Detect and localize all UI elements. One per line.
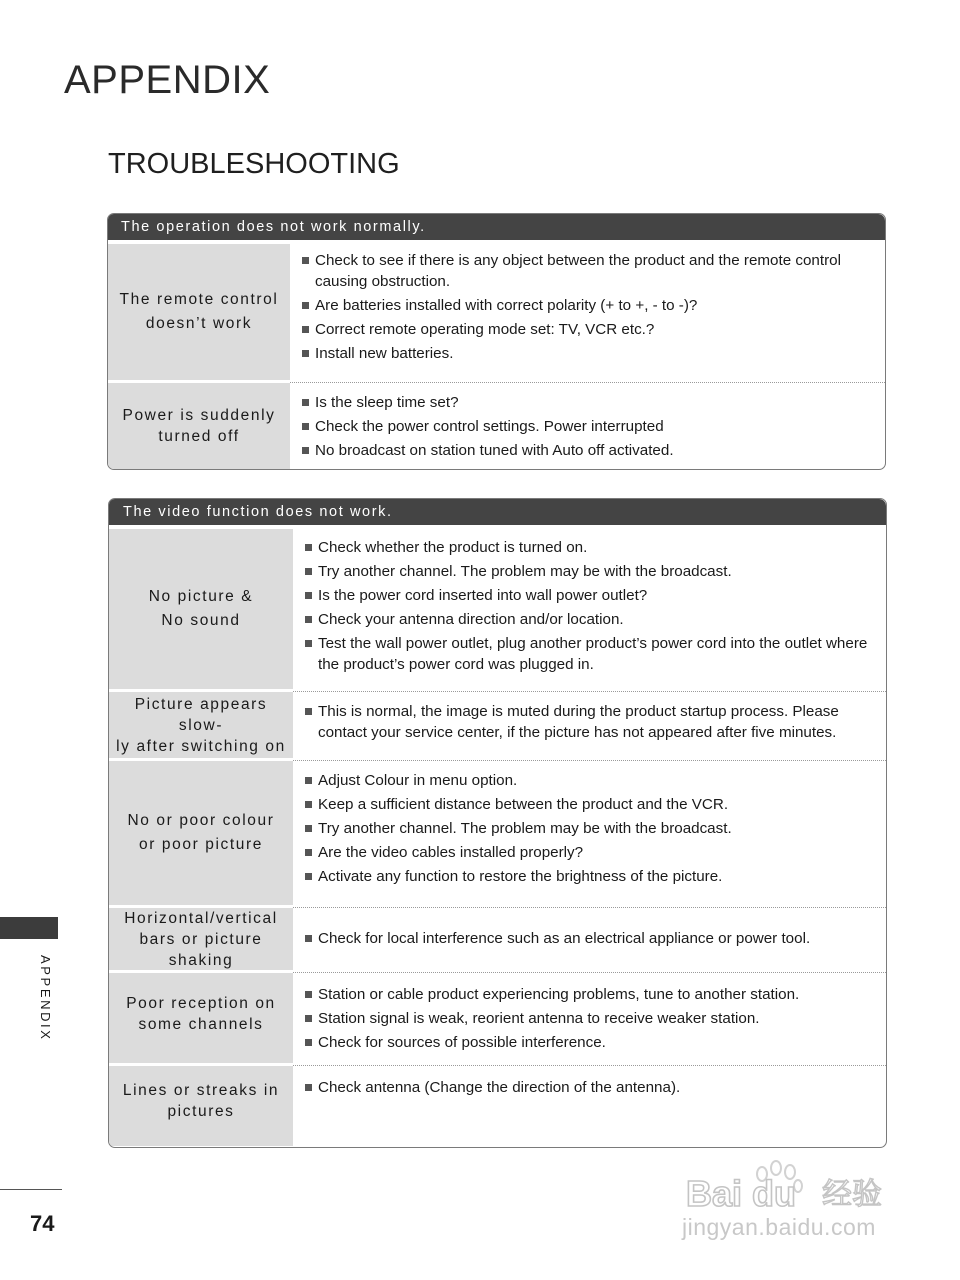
- list-item: Check for sources of possible interference.: [305, 1032, 878, 1053]
- list-item: Check your antenna direction and/or location.: [305, 609, 878, 630]
- list-item: No broadcast on station tuned with Auto off activated.: [302, 440, 877, 461]
- row-label-line: The remote control: [119, 291, 279, 308]
- row-content: [293, 972, 886, 1063]
- bullet-square-icon: [305, 708, 312, 715]
- row-label-line: pictures: [167, 1103, 235, 1120]
- appendix-side-tab: [0, 917, 58, 939]
- lines-streaks-row: [109, 1063, 886, 1146]
- row-label: [109, 692, 293, 758]
- bullet-square-icon: [302, 350, 309, 357]
- list-item: This is normal, the image is muted during the product startup process. Please contact your service center, if the picture has not appeared after five minutes.: [305, 701, 878, 743]
- row-label: [108, 244, 290, 380]
- operation-box-header: The operation does not work normally.: [108, 214, 885, 240]
- bullet-square-icon: [302, 326, 309, 333]
- slow-picture-row: [109, 689, 886, 758]
- appendix-title: APPENDIX: [64, 58, 271, 102]
- list-item: Test the wall power outlet, plug another product’s power cord into the outlet where the product’s power cord was plugged in.: [305, 633, 878, 675]
- bullet-square-icon: [305, 568, 312, 575]
- row-label-line: No picture &: [148, 588, 254, 605]
- appendix-side-label: APPENDIX: [38, 955, 53, 1042]
- bullet-square-icon: [305, 640, 312, 647]
- row-label: [109, 973, 293, 1063]
- list-item: Try another channel. The problem may be with the broadcast.: [305, 818, 878, 839]
- row-content: [293, 691, 886, 758]
- row-label: [109, 761, 293, 905]
- bullet-square-icon: [305, 801, 312, 808]
- video-troubleshooting-box: [108, 498, 887, 1148]
- row-label-line: No or poor colour: [127, 812, 275, 829]
- bullet-square-icon: [305, 544, 312, 551]
- bullet-square-icon: [305, 825, 312, 832]
- list-item: Adjust Colour in menu option.: [305, 770, 878, 791]
- list-item: Check whether the product is turned on.: [305, 537, 878, 558]
- bullet-square-icon: [302, 399, 309, 406]
- list-item: Keep a sufficient distance between the product and the VCR.: [305, 794, 878, 815]
- row-label-line: some channels: [138, 1016, 264, 1033]
- row-label-line: Horizontal/vertical: [124, 909, 278, 927]
- bullet-square-icon: [305, 935, 312, 942]
- row-label-line: ly after switching on: [116, 737, 286, 755]
- page-number: 74: [30, 1211, 55, 1236]
- row-content: [293, 529, 886, 689]
- row-content: [290, 382, 885, 469]
- row-label-line: turned off: [158, 428, 240, 445]
- power-off-row: [108, 380, 885, 469]
- bullet-square-icon: [302, 302, 309, 309]
- bullet-square-icon: [305, 849, 312, 856]
- list-item: Is the sleep time set?: [302, 392, 877, 413]
- poor-colour-row: [109, 758, 886, 905]
- bullet-square-icon: [305, 1039, 312, 1046]
- video-box-header: The video function does not work.: [109, 499, 886, 525]
- watermark-brand: Bai du: [686, 1173, 797, 1214]
- row-label-line: Poor reception on: [126, 995, 276, 1012]
- row-content: [290, 244, 885, 380]
- bullet-square-icon: [305, 991, 312, 998]
- list-item: Correct remote operating mode set: TV, VCR etc.?: [302, 319, 877, 340]
- bullet-square-icon: [305, 592, 312, 599]
- row-label-line: Power is suddenly: [122, 407, 276, 424]
- list-item: Station signal is weak, reorient antenna to receive weaker station.: [305, 1008, 878, 1029]
- poor-reception-row: [109, 970, 886, 1063]
- bullet-square-icon: [305, 616, 312, 623]
- list-item: Are batteries installed with correct polarity (+ to +, - to -)?: [302, 295, 877, 316]
- bullet-square-icon: [305, 1084, 312, 1091]
- watermark-url: jingyan.baidu.com: [682, 1214, 876, 1240]
- row-content: [293, 1065, 886, 1146]
- row-label-line: bars or picture shaking: [139, 930, 263, 969]
- row-content: [293, 907, 886, 970]
- list-item: Install new batteries.: [302, 343, 877, 364]
- row-label-line: Picture appears slow-: [134, 695, 268, 734]
- footer-rule: [0, 1189, 62, 1190]
- bullet-square-icon: [305, 1015, 312, 1022]
- row-label: [109, 529, 293, 689]
- list-item: Check for local interference such as an electrical appliance or power tool.: [305, 928, 878, 949]
- remote-control-row: [108, 244, 885, 380]
- bullet-square-icon: [302, 257, 309, 264]
- row-content: [293, 760, 886, 905]
- row-label-line: doesn’t work: [145, 315, 253, 332]
- list-item: Is the power cord inserted into wall power outlet?: [305, 585, 878, 606]
- list-item: Are the video cables installed properly?: [305, 842, 878, 863]
- row-label: [108, 383, 290, 469]
- list-item: Check the power control settings. Power interrupted: [302, 416, 877, 437]
- row-label: [109, 1066, 293, 1146]
- row-label: [109, 908, 293, 970]
- list-item: Station or cable product experiencing problems, tune to another station.: [305, 984, 878, 1005]
- bars-shaking-row: [109, 905, 886, 970]
- row-label-line: No sound: [161, 612, 241, 629]
- bullet-square-icon: [302, 423, 309, 430]
- watermark-brand-cn: 经验: [822, 1177, 882, 1212]
- row-label-line: Lines or streaks in: [122, 1082, 280, 1099]
- list-item: Activate any function to restore the brightness of the picture.: [305, 866, 878, 887]
- section-title: TROUBLESHOOTING: [108, 148, 400, 180]
- no-picture-row: [109, 529, 886, 689]
- bullet-square-icon: [305, 873, 312, 880]
- list-item: Check antenna (Change the direction of the antenna).: [305, 1077, 878, 1098]
- bullet-square-icon: [302, 447, 309, 454]
- list-item: Check to see if there is any object between the product and the remote control causing obstruction.: [302, 250, 877, 292]
- operation-troubleshooting-box: [107, 213, 886, 470]
- row-label-line: or poor picture: [139, 836, 263, 853]
- list-item: Try another channel. The problem may be with the broadcast.: [305, 561, 878, 582]
- bullet-square-icon: [305, 777, 312, 784]
